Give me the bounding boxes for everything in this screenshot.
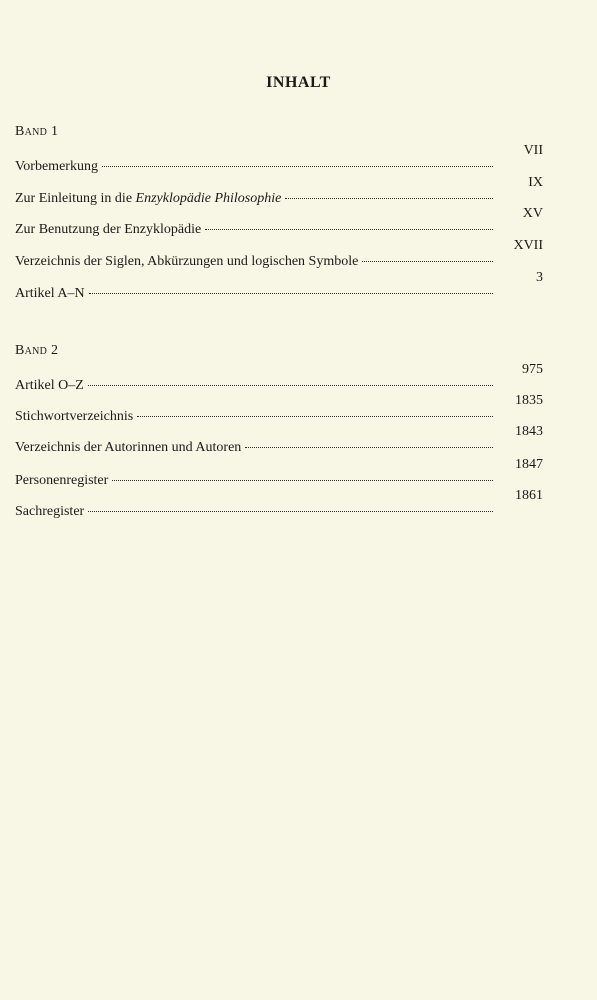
toc-entry-label: Artikel A–N — [15, 286, 85, 301]
toc-entry-einleitung[interactable] — [15, 175, 543, 207]
toc-entry-artikel-a-n[interactable] — [15, 270, 543, 302]
toc-entry-label: Artikel O–Z — [15, 378, 84, 393]
toc-entry-sachregister[interactable] — [15, 488, 543, 520]
toc-entry-autoren[interactable] — [15, 424, 543, 456]
toc-page-number: XVII — [513, 238, 543, 253]
dot-leader — [89, 293, 493, 294]
toc-entry-label: Personenregister — [15, 473, 109, 488]
band-1-heading: Band 1 — [15, 124, 59, 139]
toc-entry-stichwortverzeichnis[interactable] — [15, 393, 543, 425]
toc-page-number: 3 — [536, 270, 543, 285]
toc-page-number: 1843 — [515, 424, 543, 439]
toc-entry-label: Zur Benutzung der Enzyklopädie — [15, 222, 202, 237]
toc-entry-vorbemerkung[interactable] — [15, 143, 543, 175]
dot-leader — [88, 511, 493, 512]
dot-leader — [285, 198, 493, 199]
page-title: INHALT — [266, 74, 331, 91]
toc-entry-label: Verzeichnis der Autorinnen und Autoren — [15, 440, 242, 455]
toc-entry-label: Verzeichnis der Siglen, Abkürzungen und logischen Symbole — [15, 254, 359, 269]
band-2-heading: Band 2 — [15, 343, 59, 358]
toc-entry-siglen[interactable] — [15, 238, 543, 270]
toc-entry-personenregister[interactable] — [15, 457, 543, 489]
dot-leader — [137, 416, 493, 417]
toc-entry-label: Sachregister — [15, 504, 85, 519]
dot-leader — [102, 166, 493, 167]
toc-page-number: 1861 — [515, 488, 543, 503]
toc-page-number: IX — [528, 175, 543, 190]
toc-page-number: 975 — [522, 362, 543, 377]
toc-entry-label: Zur Einleitung in die Enzyklopädie Philosophie — [15, 191, 282, 206]
toc-entry-label: Stichwortverzeichnis — [15, 409, 134, 424]
toc-page-number: 1847 — [515, 457, 543, 472]
toc-entry-artikel-o-z[interactable] — [15, 362, 543, 394]
dot-leader — [88, 385, 493, 386]
toc-entry-benutzung[interactable] — [15, 206, 543, 238]
dot-leader — [245, 447, 493, 448]
toc-page-number: 1835 — [515, 393, 543, 408]
dot-leader — [205, 229, 493, 230]
dot-leader — [362, 261, 493, 262]
toc-page-number: XV — [522, 206, 543, 221]
toc-page-number: VII — [523, 143, 543, 158]
toc-entry-label: Vorbemerkung — [15, 159, 98, 174]
dot-leader — [112, 480, 493, 481]
